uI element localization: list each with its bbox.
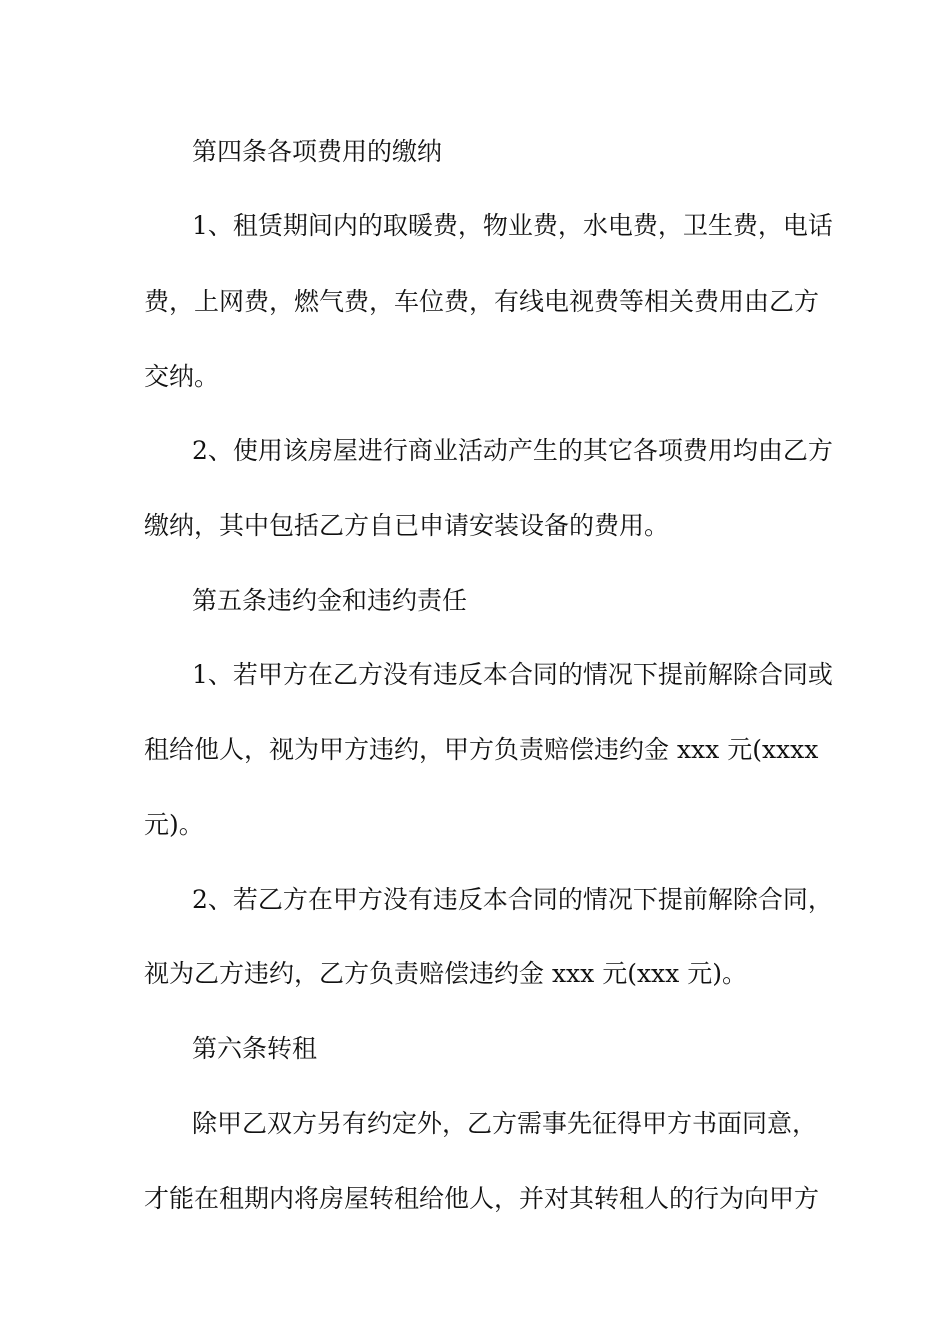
paragraph-line: 除甲乙双方另有约定外，乙方需事先征得甲方书面同意， <box>192 1109 818 1138</box>
paragraph-line: 缴纳，其中包括乙方自已申请安装设备的费用。 <box>144 511 670 540</box>
paragraph-line: 元)。 <box>144 810 204 839</box>
paragraph-line: 费，上网费，燃气费，车位费，有线电视费等相关费用由乙方 <box>144 287 820 316</box>
paragraph-line: 2、使用该房屋进行商业活动产生的其它各项费用均由乙方 <box>192 436 833 465</box>
paragraph-line: 1、租赁期间内的取暖费，物业费，水电费，卫生费，电话 <box>192 211 833 240</box>
section-heading-6: 第六条转租 <box>192 1034 318 1063</box>
section-heading-4: 第四条各项费用的缴纳 <box>192 137 443 166</box>
paragraph-line: 2、若乙方在甲方没有违反本合同的情况下提前解除合同， <box>192 885 833 914</box>
paragraph-line: 1、若甲方在乙方没有违反本合同的情况下提前解除合同或 <box>192 660 833 689</box>
paragraph-line: 视为乙方违约，乙方负责赔偿违约金 xxx 元(xxx 元)。 <box>144 959 747 988</box>
section-heading-5: 第五条违约金和违约责任 <box>192 586 468 615</box>
paragraph-line: 才能在租期内将房屋转租给他人，并对其转租人的行为向甲方 <box>144 1184 820 1213</box>
paragraph-line: 交纳。 <box>144 362 220 391</box>
paragraph-line: 租给他人，视为甲方违约，甲方负责赔偿违约金 xxx 元(xxxx <box>144 735 819 764</box>
